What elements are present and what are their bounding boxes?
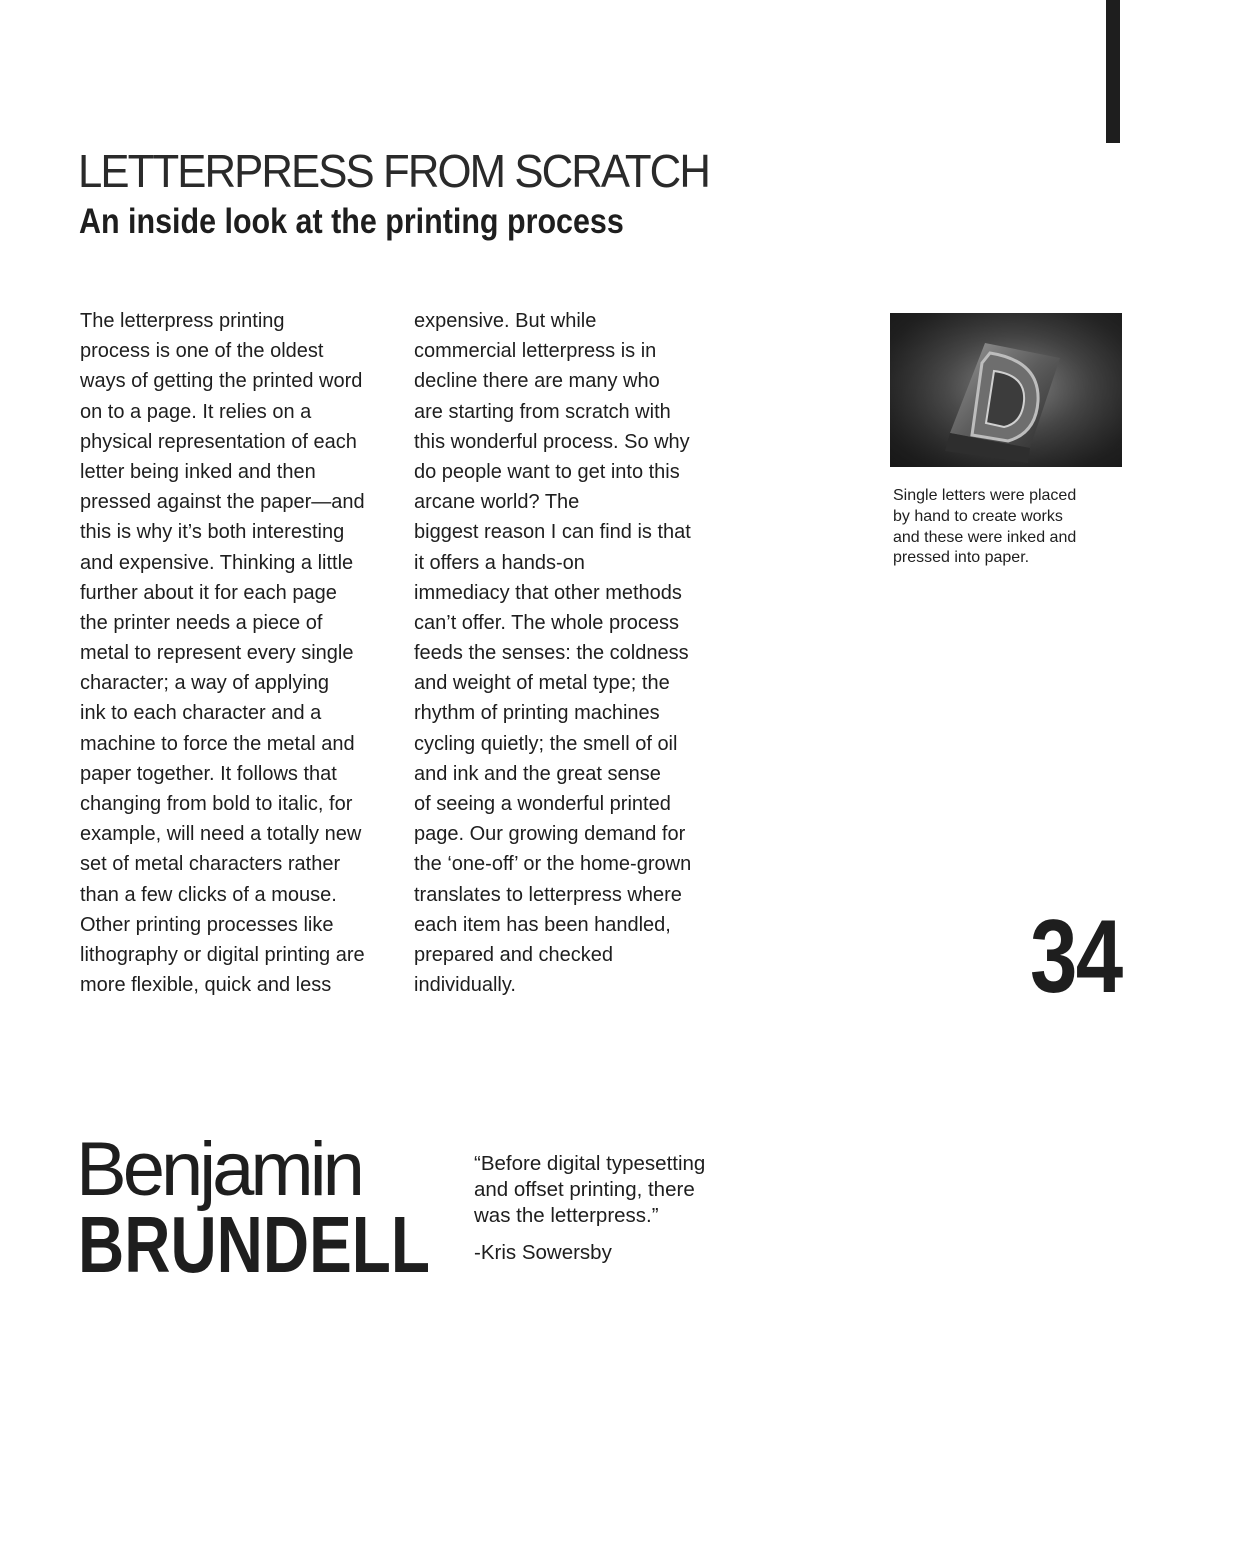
body-text-line: and expensive. Thinking a little (80, 551, 354, 574)
body-text-line: it offers a hands-on (414, 551, 585, 574)
body-text-line: of seeing a wonderful printed (414, 793, 671, 815)
body-text-line: prepared and checked (414, 943, 614, 966)
body-text-line: this is why it’s both interesting (80, 521, 345, 544)
body-text-line: cycling quietly; the smell of oil (414, 732, 678, 755)
body-text-line: the ‘one-off’ or the home-grown (414, 853, 692, 876)
body-text-line: and ink and the great sense (414, 762, 661, 785)
body-text-line: translates to letterpress where (414, 883, 682, 906)
body-text-line: on to a page. It relies on a (80, 400, 312, 423)
body-text-line: set of metal characters rather (80, 853, 341, 876)
caption-line: by hand to create works (893, 507, 1063, 525)
body-text-line: ways of getting the printed word (80, 370, 363, 393)
pull-quote (474, 1151, 774, 1229)
body-text-line: process is one of the oldest (80, 340, 324, 363)
body-text-line: expensive. But while (414, 310, 597, 332)
body-column-1 (80, 306, 400, 1000)
body-text-line: ink to each character and a (80, 702, 322, 725)
body-text-line: character; a way of applying (80, 672, 330, 695)
body-text-line: can’t offer. The whole process (414, 611, 679, 634)
body-text-line: biggest reason I can find is that (414, 521, 691, 544)
body-text-line: more flexible, quick and less (80, 974, 332, 997)
edge-tab-bar (1106, 0, 1120, 143)
body-text-line: example, will need a totally new (80, 823, 362, 846)
body-text-line: decline there are many who (414, 370, 660, 393)
body-text-line: feeds the senses: the coldness (414, 642, 689, 665)
body-text-line: and weight of metal type; the (414, 672, 670, 695)
body-text-line: are starting from scratch with (414, 400, 671, 423)
author-first-name: Benjamin (76, 1127, 361, 1212)
body-text-line: Other printing processes like (80, 913, 334, 936)
quote-attribution: -Kris Sowersby (474, 1241, 612, 1264)
quote-line: “Before digital typesetting (474, 1152, 706, 1175)
letterpress-photo (890, 313, 1122, 467)
body-text-line: commercial letterpress is in (414, 340, 657, 363)
body-text-line: The letterpress printing (80, 310, 285, 332)
body-text-line: metal to represent every single (80, 642, 354, 665)
caption-line: pressed into paper. (893, 549, 1030, 567)
body-text-line: immediacy that other methods (414, 581, 682, 604)
body-text-line: the printer needs a piece of (80, 611, 323, 634)
article-title: LETTERPRESS FROM SCRATCH (78, 145, 710, 197)
body-text-line: page. Our growing demand for (414, 823, 686, 846)
body-text-line: this wonderful process. So why (414, 430, 690, 453)
body-text-line: changing from bold to italic, for (80, 793, 353, 815)
quote-line: was the letterpress.” (474, 1204, 659, 1227)
body-column-2 (414, 306, 734, 1000)
body-text-line: physical representation of each (80, 430, 357, 453)
body-text-line: do people want to get into this (414, 460, 680, 483)
body-text-line: each item has been handled, (414, 913, 671, 936)
body-text-line: arcane world? The (414, 491, 580, 514)
body-text-line: paper together. It follows that (80, 762, 337, 785)
caption-line: and these were inked and (893, 528, 1077, 546)
article-subtitle: An inside look at the printing process (79, 202, 624, 241)
body-text-line: individually. (414, 974, 516, 997)
caption-line: Single letters were placed (893, 487, 1077, 504)
body-text-line: letter being inked and then (80, 460, 316, 483)
body-text-line: further about it for each page (80, 581, 337, 604)
body-text-line: machine to force the metal and (80, 732, 355, 755)
page-number: 34 (1030, 899, 1122, 1015)
body-text-line: lithography or digital printing are (80, 943, 365, 966)
body-text-line: rhythm of printing machines (414, 702, 660, 725)
author-last-name: BRUNDELL (78, 1200, 430, 1289)
body-text-line: than a few clicks of a mouse. (80, 883, 337, 906)
photo-caption (893, 486, 1123, 569)
body-text-line: pressed against the paper—and (80, 491, 365, 514)
quote-line: and offset printing, there (474, 1178, 695, 1201)
